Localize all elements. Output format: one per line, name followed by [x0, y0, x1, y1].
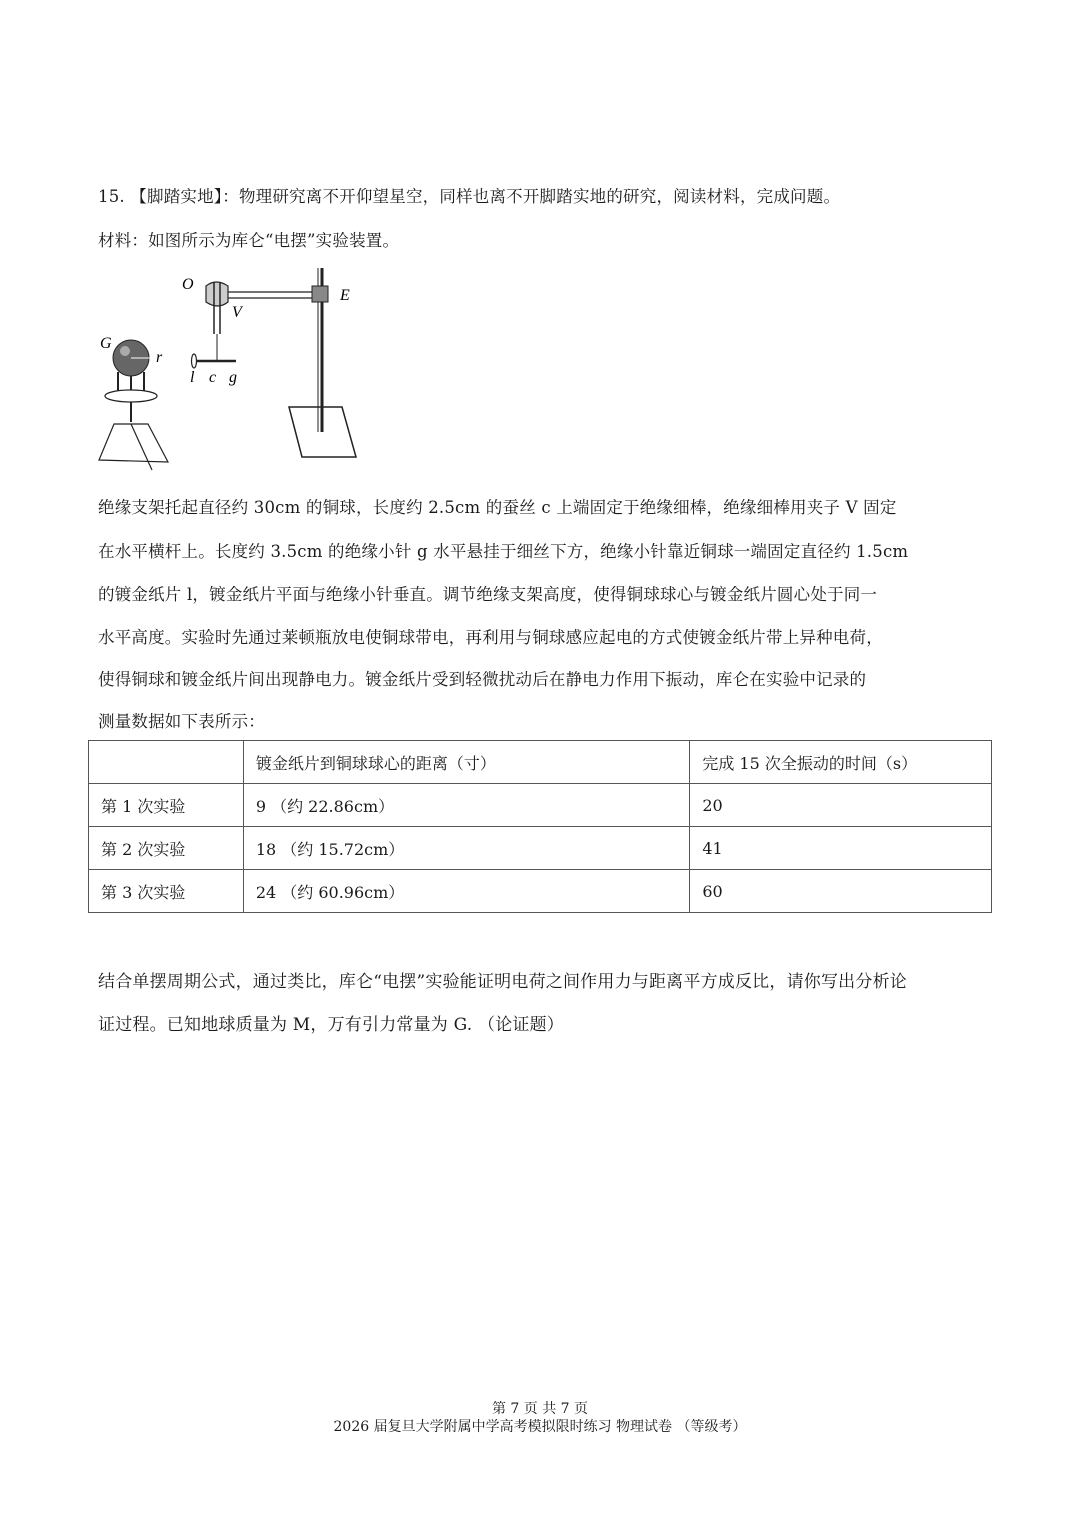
coulomb-pendulum-figure [94, 262, 384, 474]
label-e: E [340, 287, 350, 304]
table-row [89, 870, 992, 913]
label-c: c [209, 369, 217, 386]
table-cell: 41 [690, 827, 992, 870]
question-tag: 【脚踏实地】 [130, 187, 223, 206]
page-number: 第 7 页 共 7 页 [491, 1401, 589, 1417]
label-g-needle: g [229, 369, 237, 386]
paragraph-line-4: 水平高度。实验时先通过莱顿瓶放电使铜球带电，再利用与铜球感应起电的方式使镀金纸片带上异种电荷， [98, 628, 883, 647]
table-row [89, 827, 992, 870]
table-header-row [89, 741, 992, 784]
conclusion-line-2: 证过程。已知地球质量为 M，万有引力常量为 G. （论证题） [98, 1015, 564, 1035]
label-g-ball: G [100, 335, 112, 352]
question-number: 15. [98, 187, 125, 206]
paragraph-line-1: 绝缘支架托起直径约 30cm 的铜球，长度约 2.5cm 的蚕丝 c 上端固定于绝缘细棒，绝缘细棒用夹子 V 固定 [98, 498, 897, 517]
label-l: l [190, 369, 195, 386]
paragraph-line-2: 在水平横杆上。长度约 3.5cm 的绝缘小针 g 水平悬挂于细丝下方，绝缘小针靠近铜球一端固定直径约 1.5cm [98, 542, 909, 561]
table-header-cell: 完成 15 次全振动的时间（s） [690, 741, 992, 784]
data-table [88, 740, 992, 913]
table-cell: 9 （约 22.86cm） [243, 784, 690, 827]
question-intro: ：物理研究离不开仰望星空，同样也离不开脚踏实地的研究，阅读材料，完成问题。 [222, 187, 841, 206]
table-cell: 第 2 次实验 [89, 827, 244, 870]
paragraph-line-5: 使得铜球和镀金纸片间出现静电力。镀金纸片受到轻微扰动后在静电力作用下振动，库仑在实验中记录的 [98, 670, 867, 689]
table-cell: 24 （约 60.96cm） [243, 870, 690, 913]
table-cell: 第 3 次实验 [89, 870, 244, 913]
exam-title-footer: 2026 届复旦大学附属中学高考模拟限时练习 物理试卷 （等级考） [333, 1419, 747, 1435]
table-row [89, 784, 992, 827]
ball-stand-plate [105, 390, 157, 402]
label-o: O [182, 276, 194, 293]
clamp-e [312, 286, 328, 302]
paragraph-line-3: 的镀金纸片 l，镀金纸片平面与绝缘小针垂直。调节绝缘支架高度，使得铜球球心与镀金纸片圆心处于同一 [98, 585, 878, 604]
gilded-disc-l [192, 354, 197, 368]
table-header-cell: 镀金纸片到铜球球心的距离（寸） [243, 741, 690, 784]
label-r: r [156, 349, 163, 366]
conclusion-line-1: 结合单摆周期公式，通过类比，库仑“电摆”实验能证明电荷之间作用力与距离平方成反比，请你写出分析论 [98, 972, 907, 992]
table-cell: 20 [690, 784, 992, 827]
table-header-cell [89, 741, 244, 784]
label-v: V [232, 304, 242, 321]
table-cell: 第 1 次实验 [89, 784, 244, 827]
table-cell: 18 （约 15.72cm） [243, 827, 690, 870]
table-cell: 60 [690, 870, 992, 913]
paragraph-line-6: 测量数据如下表所示： [98, 712, 265, 731]
question-title [98, 183, 840, 207]
clamp-v [206, 282, 228, 306]
material-line: 材料：如图所示为库仑“电摆”实验装置。 [98, 231, 400, 250]
